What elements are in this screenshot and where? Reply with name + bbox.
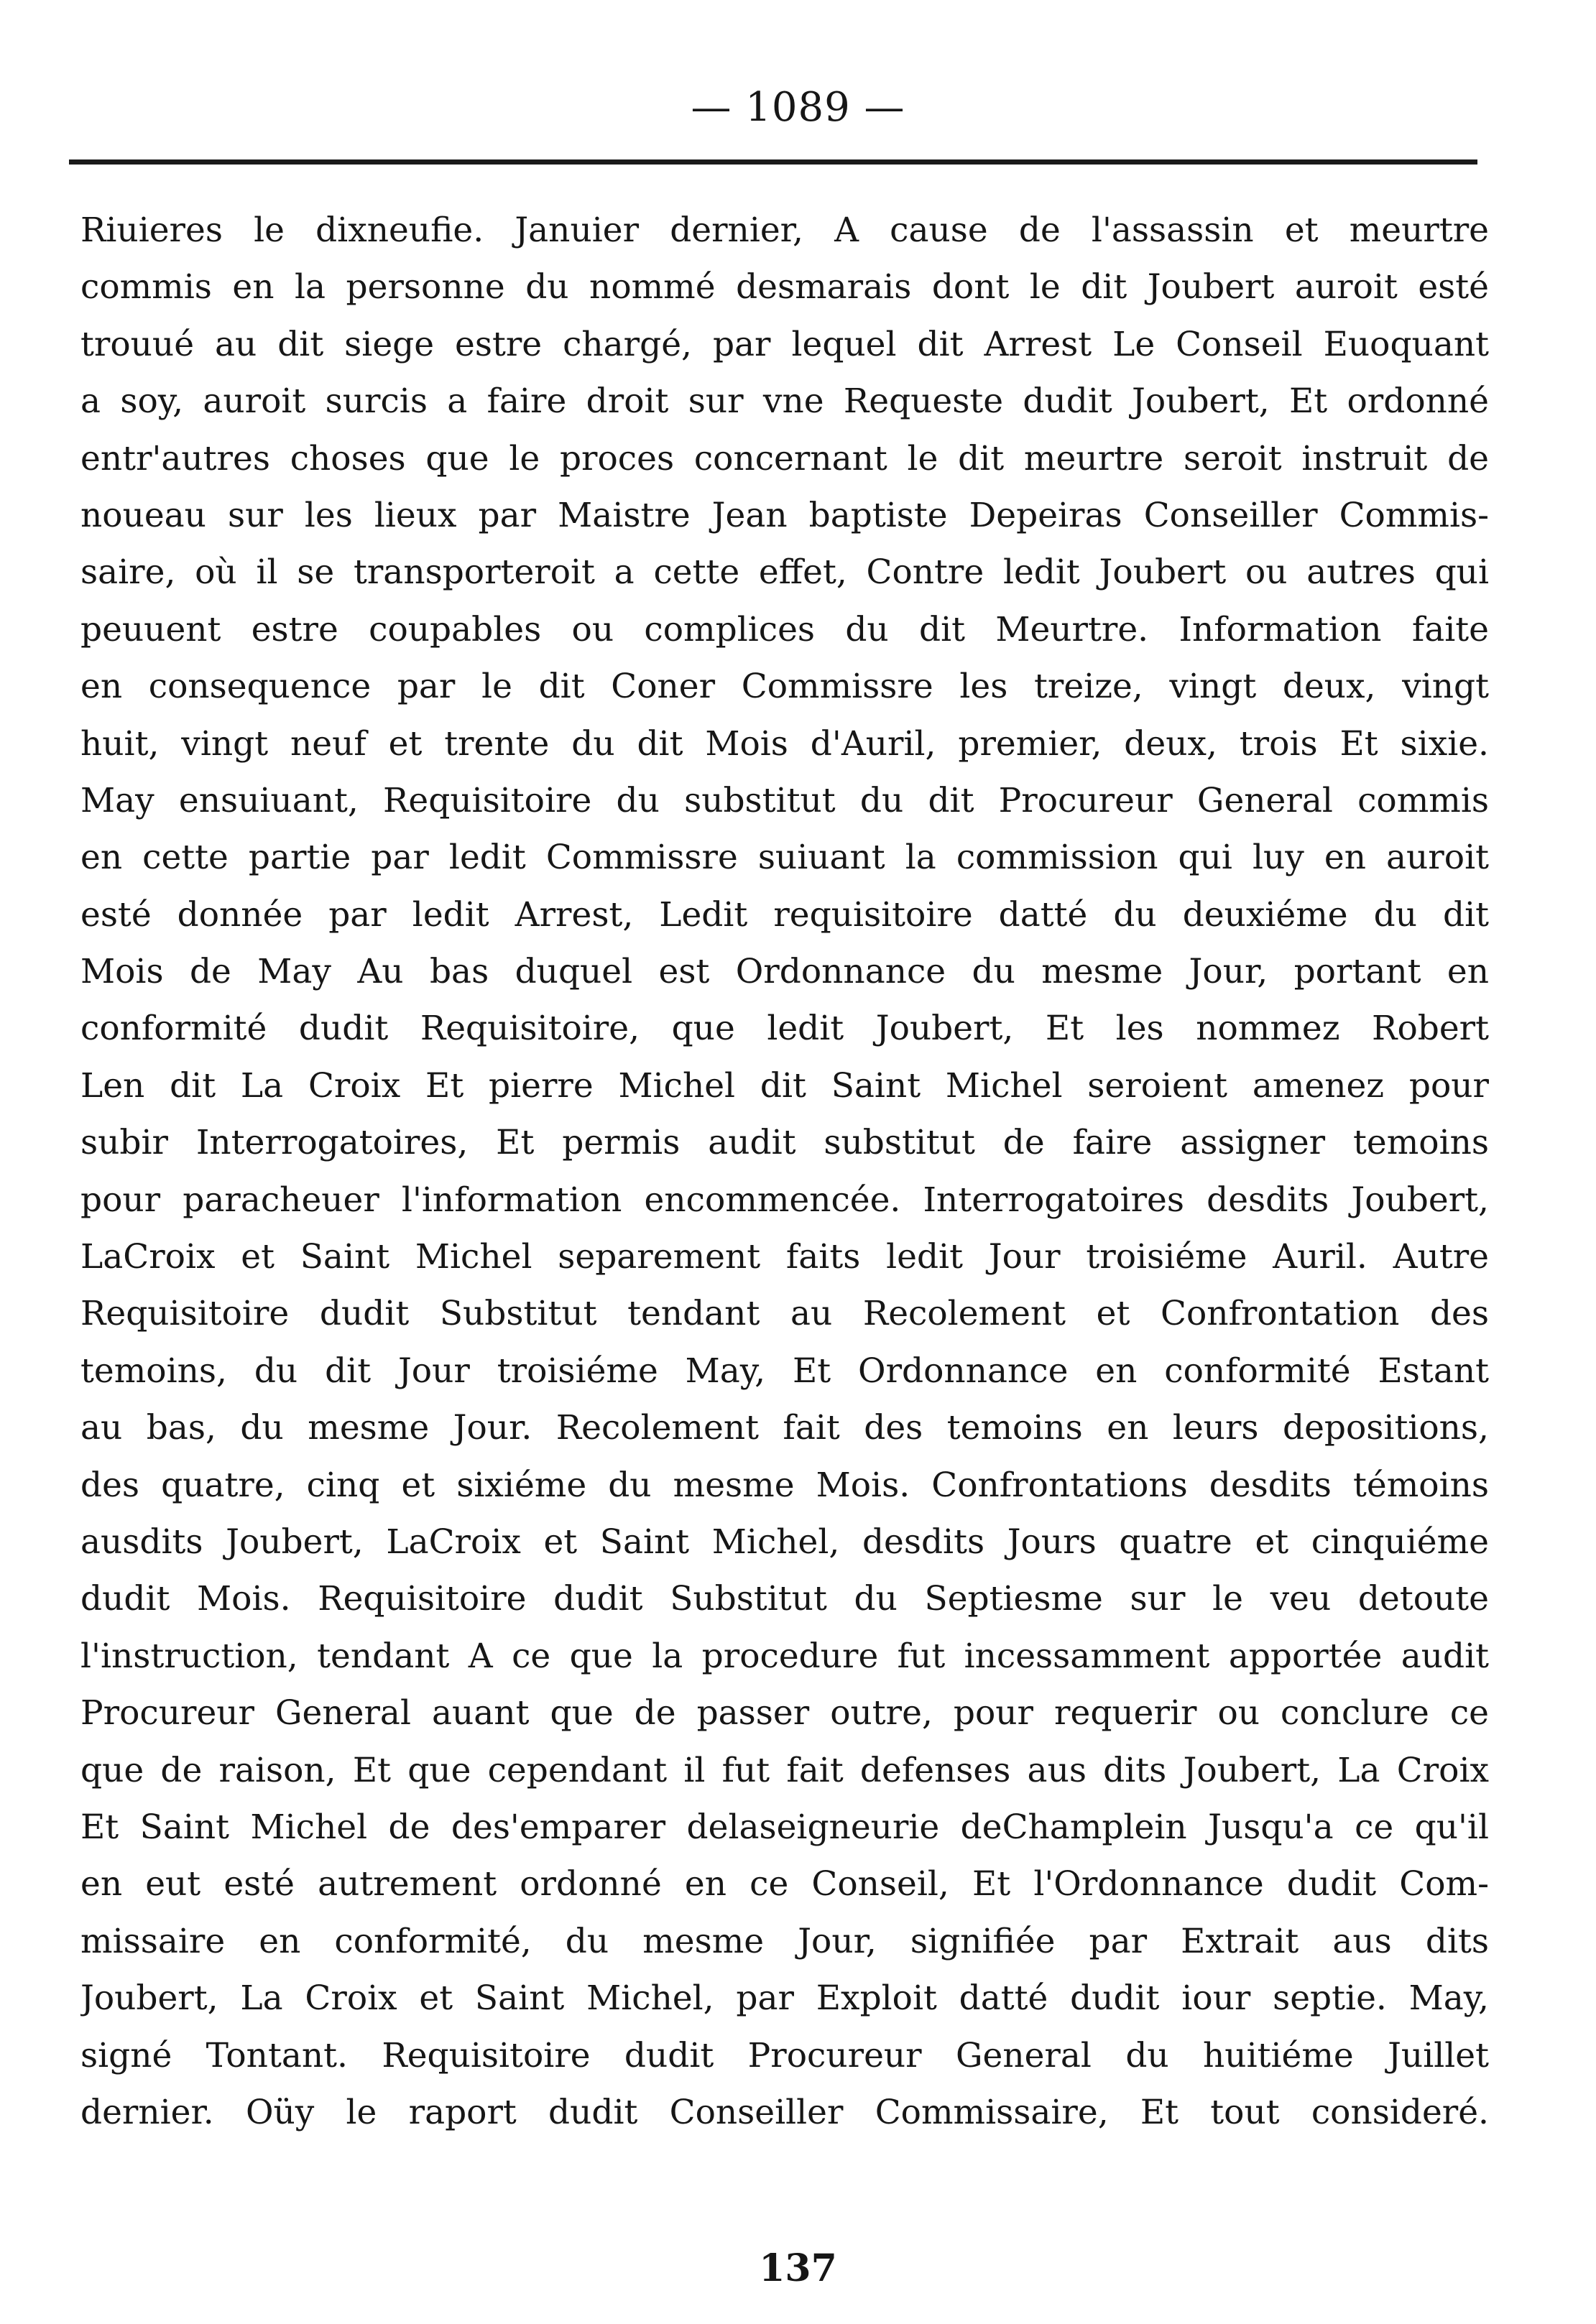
text-line: conformité dudit Requisitoire, que ledit Joubert, Et les nommez Robert bbox=[80, 1009, 1489, 1049]
text-line: esté donnée par ledit Arrest, Ledit requisitoire datté du deuxiéme du dit bbox=[80, 894, 1489, 935]
text-line: commis en la personne du nommé desmarais dont le dit Joubert auroit esté bbox=[80, 267, 1489, 307]
text-line: dernier. Oüy le raport dudit Conseiller Commissaire, Et tout consideré. bbox=[80, 2092, 1489, 2132]
signature-mark: 137 bbox=[759, 2246, 837, 2290]
text-line: temoins, du dit Jour troisiéme May, Et Ordonnance en conformité Estant bbox=[80, 1351, 1489, 1391]
text-line: LaCroix et Saint Michel separement faits ledit Jour troisiéme Auril. Autre bbox=[80, 1237, 1489, 1277]
text-line: en cette partie par ledit Commissre suiuant la commission qui luy en auroit bbox=[80, 838, 1489, 878]
text-line: l'instruction, tendant A ce que la procedure fut incessamment apportée audit bbox=[80, 1636, 1489, 1676]
page-number: — 1089 — bbox=[691, 84, 905, 131]
text-line: Joubert, La Croix et Saint Michel, par Exploit datté dudit iour septie. May, bbox=[80, 1978, 1489, 2019]
text-line: saire, où il se transporteroit a cette effet, Contre ledit Joubert ou autres qui bbox=[80, 552, 1489, 593]
text-line: Len dit La Croix Et pierre Michel dit Saint Michel seroient amenez pour bbox=[80, 1065, 1489, 1106]
text-line: trouué au dit siege estre chargé, par lequel dit Arrest Le Conseil Euoquant bbox=[80, 324, 1489, 364]
text-line: noueau sur les lieux par Maistre Jean baptiste Depeiras Conseiller Commis- bbox=[80, 495, 1489, 535]
text-line: au bas, du mesme Jour. Recolement fait des temoins en leurs depositions, bbox=[80, 1408, 1489, 1448]
text-line: que de raison, Et que cependant il fut fait defenses aus dits Joubert, La Croix bbox=[80, 1750, 1489, 1790]
text-line: en eut esté autrement ordonné en ce Conseil, Et l'Ordonnance dudit Com- bbox=[80, 1864, 1489, 1904]
body-text bbox=[80, 202, 1489, 2141]
text-line: ausdits Joubert, LaCroix et Saint Michel, desdits Jours quatre et cinquiéme bbox=[80, 1522, 1489, 1562]
text-line: pour paracheuer l'information encommencée. Interrogatoires desdits Joubert, bbox=[80, 1180, 1489, 1220]
text-line: signé Tontant. Requisitoire dudit Procureur General du huitiéme Juillet bbox=[80, 2035, 1489, 2075]
text-line: Procureur General auant que de passer outre, pour requerir ou conclure ce bbox=[80, 1693, 1489, 1733]
text-line: Mois de May Au bas duquel est Ordonnance du mesme Jour, portant en bbox=[80, 952, 1489, 992]
text-line: dudit Mois. Requisitoire dudit Substitut du Septiesme sur le veu detoute bbox=[80, 1579, 1489, 1619]
text-line: peuuent estre coupables ou complices du dit Meurtre. Information faite bbox=[80, 609, 1489, 649]
text-line: Riuieres le dixneufie. Januier dernier, A cause de l'assassin et meurtre bbox=[80, 210, 1489, 250]
text-line: a soy, auroit surcis a faire droit sur vne Requeste dudit Joubert, Et ordonné bbox=[80, 381, 1489, 422]
text-line: entr'autres choses que le proces concernant le dit meurtre seroit instruit de bbox=[80, 438, 1489, 478]
text-line: en consequence par le dit Coner Commissre les treize, vingt deux, vingt bbox=[80, 667, 1489, 707]
text-line: Et Saint Michel de des'emparer delaseigneurie deChamplein Jusqu'a ce qu'il bbox=[80, 1807, 1489, 1847]
text-line: Requisitoire dudit Substitut tendant au Recolement et Confrontation des bbox=[80, 1294, 1489, 1334]
text-line: May ensuiuant, Requisitoire du substitut du dit Procureur General commis bbox=[80, 780, 1489, 820]
text-line: missaire en conformité, du mesme Jour, signifiée par Extrait aus dits bbox=[80, 1921, 1489, 1961]
text-line: subir Interrogatoires, Et permis audit substitut de faire assigner temoins bbox=[80, 1123, 1489, 1163]
text-line: huit, vingt neuf et trente du dit Mois d'Auril, premier, deux, trois Et sixie. bbox=[80, 723, 1489, 764]
text-line: des quatre, cinq et sixiéme du mesme Mois. Confrontations desdits témoins bbox=[80, 1465, 1489, 1505]
header-rule bbox=[69, 159, 1477, 165]
